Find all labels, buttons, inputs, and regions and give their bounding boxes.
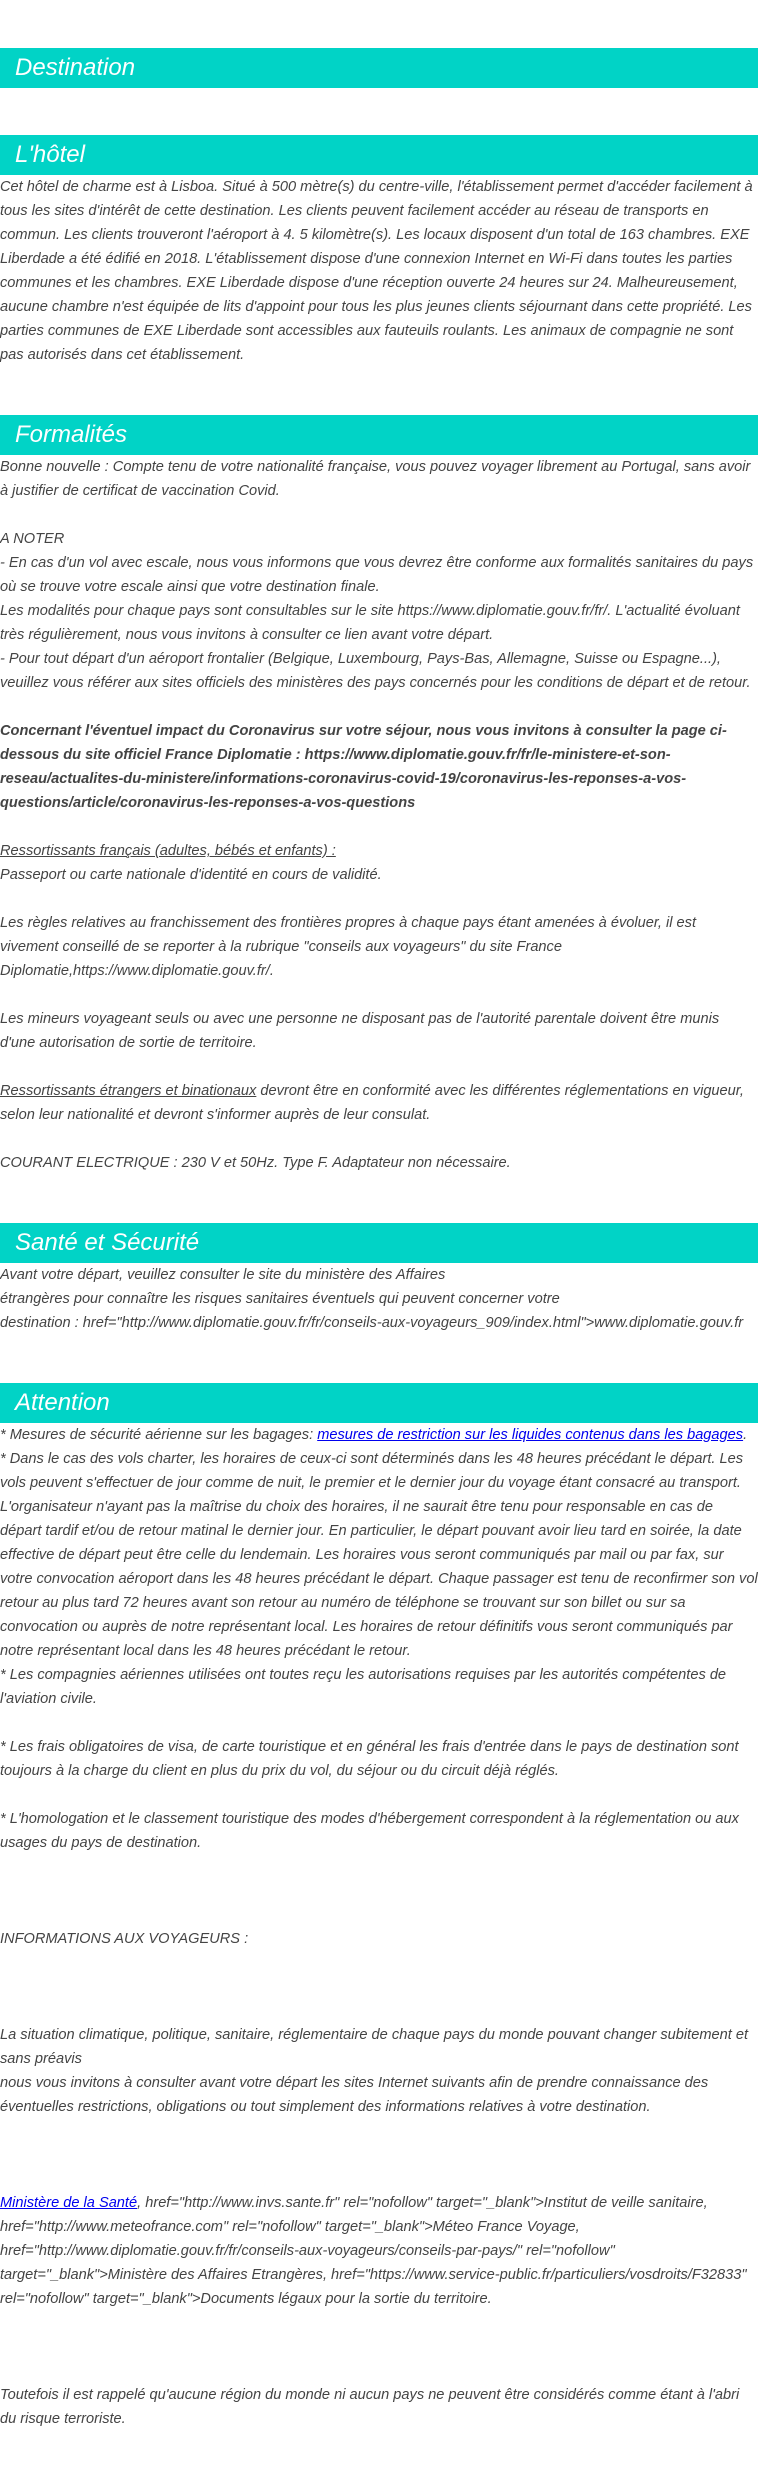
a-noter-item-3: - Pour tout départ d'un aéroport frontalier (Belgique, Luxembourg, Pays-Bas, Allemagne, Suisse ou Espagne...), veuillez vous référer aux sites officiels des ministères des pays concernés pour les conditions de départ et de retour. [0, 651, 751, 691]
mineurs-notice: Les mineurs voyageant seuls ou avec une personne ne disposant pas de l'autorité parentale doivent être munis d'une autorisation de sortie de territoire. [0, 1011, 720, 1051]
informations-voyageurs: INFORMATIONS AUX VOYAGEURS : [0, 1931, 249, 1947]
section-title-destination: Destination [0, 48, 758, 88]
section-title-sante: Santé et Sécurité [0, 1223, 758, 1263]
ministere-sante-link[interactable]: Ministère de la Santé [0, 2195, 138, 2211]
sante-line-3: destination : href="http://www.diplomatie.gouv.fr/fr/conseils-aux-voyageurs_909/index.html">www.diplomatie.gouv.fr [0, 1315, 744, 1331]
a-noter-heading: A NOTER [0, 531, 65, 547]
liens-officiels [0, 2191, 758, 2311]
sante-line-2: étrangères pour connaître les risques sanitaires éventuels qui peuvent concerner votre [0, 1291, 560, 1307]
hotel-description: Cet hôtel de charme est à Lisboa. Situé à 500 mètre(s) du centre-ville, l'établissement permet d'accéder facilement à tous les sites d'intérêt de cette destination. Les clients peuvent facilement accéder au réseau de transports en commun. Les clients trouveront l'aéroport à 4. 5 kilomètre(s). Les locaux disposent d'un total de 163 chambres. EXE Liberdade a été édifié en 2018. L'établissement dispose d'une connexion Internet en Wi-Fi dans toutes les parties communes et les chambres. EXE Liberdade dispose d'une réception ouverte 24 heures sur 24. Malheureusement, aucune chambre n'est équipée de lits d'appoint pour tous les plus jeunes clients séjournant dans cette propriété. Les parties communes de EXE Liberdade sont accessibles aux fauteuils roulants. Les animaux de compagnie ne sont pas autorisés dans cet établissement. [0, 179, 753, 363]
homologation: * L'homologation et le classement touristique des modes d'hébergement correspondent à la réglementation ou aux usages du pays de destination. [0, 1811, 739, 1851]
risque-terroriste: Toutefois il est rappelé qu'aucune région du monde ni aucun pays ne peuvent être considérés comme étant à l'abri du risque terroriste. [0, 2387, 740, 2427]
courant-electrique: COURANT ELECTRIQUE : 230 V et 50Hz. Type F. Adaptateur non nécessaire. [0, 1155, 511, 1171]
destination-section [0, 0, 758, 88]
section-title-hotel: L'hôtel [0, 135, 758, 175]
securite-bagages-suffix: . [743, 1427, 748, 1443]
situation-line-1: La situation climatique, politique, sanitaire, réglementaire de chaque pays du monde pouvant changer subitement et sans préavis [0, 2027, 748, 2067]
a-noter-item-1: - En cas d'un vol avec escale, nous vous informons que vous devrez être conforme aux formalités sanitaires du pays où se trouve votre escale ainsi que votre destination finale. [0, 555, 754, 595]
formalites-intro: Bonne nouvelle : Compte tenu de votre nationalité française, vous pouvez voyager librement au Portugal, sans avoir à justifier de certificat de vaccination Covid. [0, 459, 751, 499]
section-title-attention: Attention [0, 1383, 758, 1423]
section-title-formalites: Formalités [0, 415, 758, 455]
regles-frontieres: Les règles relatives au franchissement des frontières propres à chaque pays étant amenées à évoluer, il est vivement conseillé de se reporter à la rubrique "conseils aux voyageurs" du site France Diplomatie,https://www.diplomatie.gouv.fr/. [0, 915, 697, 979]
attention-section [0, 1383, 758, 2431]
ressortissants-etrangers-text: devront être en conformité avec les différentes réglementations en vigueur, selon leur nationalité et devront s'informer auprès de leur consulat. [0, 1083, 744, 1123]
hotel-section [0, 135, 758, 367]
securite-bagages-prefix: * Mesures de sécurité aérienne sur les bagages: [0, 1427, 318, 1443]
ressortissants-etrangers-label: Ressortissants étrangers et binationaux [0, 1083, 257, 1099]
vols-charter: * Dans le cas des vols charter, les horaires de ceux-ci sont déterminés dans les 48 heures précédant le départ. Les vols peuvent s'effectuer de jour comme de nuit, le premier et le dernier jour du voyage étant consacré au transport. L'organisateur n'ayant pas la maîtrise du choix des horaires, il ne saurait être tenu pour responsable en cas de départ tardif et/ou de retour matinal le dernier jour. En particulier, le départ pouvant avoir lieu tard en soirée, la date effective de départ peut être celle du lendemain. Les horaires vous seront communiqués par mail ou par fax, sur votre convocation aéroport dans les 48 heures précédant le départ. Chaque passager est tenu de reconfirmer son vol retour au plus tard 72 heures avant son retour au numéro de téléphone se trouvant sur son billet ou sur sa convocation ou auprès de notre représentant local. Les horaires de retour définitifs vous seront communiqués par notre représentant local dans les 48 heures précédant le retour. [0, 1451, 758, 1659]
compagnies-aeriennes: * Les compagnies aériennes utilisées ont toutes reçu les autorisations requises par les autorités compétentes de l'aviation civile. [0, 1667, 727, 1707]
ressortissants-etrangers [0, 1079, 758, 1127]
ressortissants-francais-text: Passeport ou carte nationale d'identité en cours de validité. [0, 867, 382, 883]
ressortissants-francais [0, 839, 758, 863]
sante-section [0, 1223, 758, 1335]
a-noter-item-2: Les modalités pour chaque pays sont consultables sur le site https://www.diplomatie.gouv.fr/fr/. L'actualité évoluant très régulièrement, nous vous invitons à consulter ce lien avant votre départ. [0, 603, 740, 643]
situation-line-2: nous vous invitons à consulter avant votre départ les sites Internet suivants afin de prendre connaissance des éventuelles restrictions, obligations ou tout simplement des informations relatives à votre destination. [0, 2075, 709, 2115]
sante-line-1: Avant votre départ, veuillez consulter le site du ministère des Affaires [0, 1267, 446, 1283]
liquides-restriction-link[interactable]: mesures de restriction sur les liquides contenus dans les bagages [317, 1427, 744, 1443]
liens-officiels-text: , href="http://www.invs.sante.fr" rel="nofollow" target="_blank">Institut de veille sanitaire, href="http://www.meteofrance.com" rel="nofollow" target="_blank">Méteo France Voyage, href="http://www.diplomatie.gouv.fr/fr/conseils-aux-voyageurs/conseils-par-pays/" rel="nofollow" target="_blank">Ministère des Affaires Etrangères, href="https://www.service-public.fr/particuliers/vosdroits/F32833" rel="nofollow" target="_blank">Documents légaux pour la sortie du territoire. [0, 2195, 747, 2307]
formalites-section [0, 415, 758, 1175]
frais-obligatoires: * Les frais obligatoires de visa, de carte touristique et en général les frais d'entrée dans le pays de destination sont toujours à la charge du client en plus du prix du vol, du séjour ou du circuit déjà réglés. [0, 1739, 739, 1779]
coronavirus-notice: Concernant l'éventuel impact du Coronavirus sur votre séjour, nous vous invitons à consulter la page ci-dessous du site officiel France Diplomatie : https://www.diplomatie.gouv.fr/fr/le-ministere-et-son-reseau/actualites-du-ministere/informations-coronavirus-covid-19/coronavirus-les-reponses-a-vos-questions/article/coronavirus-les-reponses-a-vos-questions [0, 723, 727, 811]
ressortissants-francais-label: Ressortissants français (adultes, bébés et enfants) : [0, 843, 336, 859]
securite-bagages [0, 1423, 758, 1447]
